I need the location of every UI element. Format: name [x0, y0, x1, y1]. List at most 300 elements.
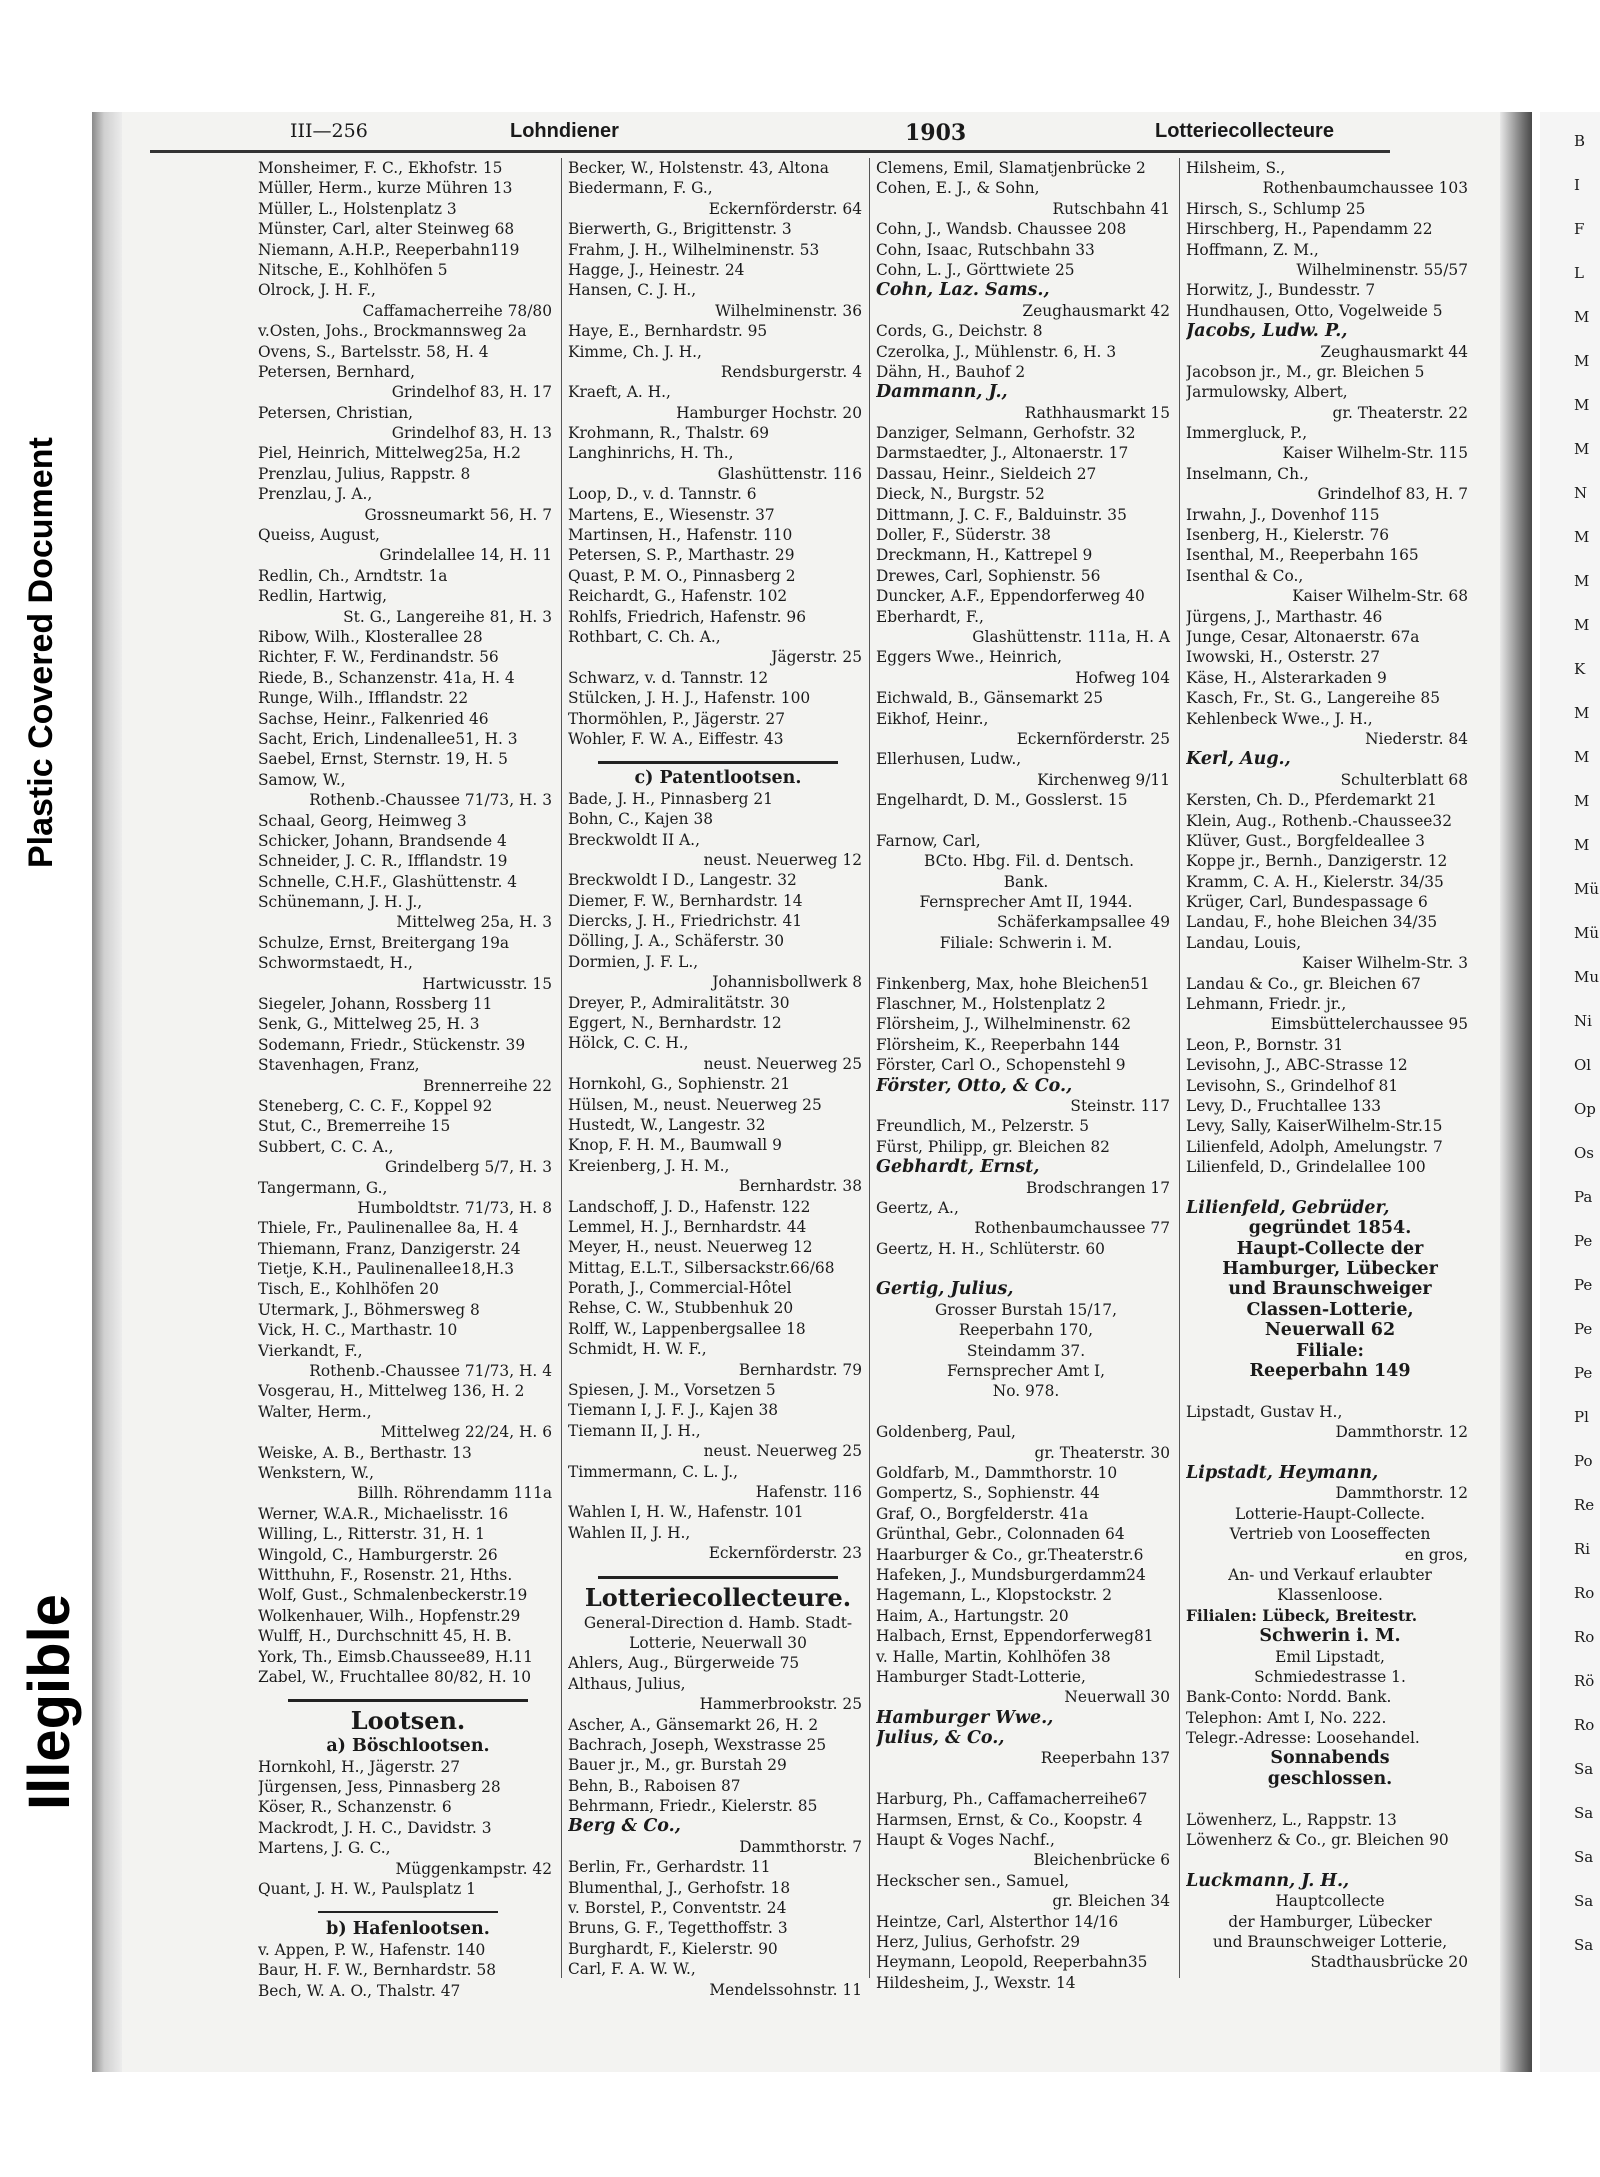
directory-entry-line: Bank-Conto: Nordd. Bank. — [1186, 1688, 1392, 1707]
directory-entry-line: Kaiser Wilhelm-Str. 68 — [1292, 587, 1468, 606]
directory-entry-line: Farnow, Carl, — [876, 831, 981, 850]
directory-entry-line: Drewes, Carl, Sophienstr. 56 — [876, 566, 1101, 585]
facing-page-fragment: Ol — [1574, 1056, 1592, 1074]
directory-entry-line: Wilhelminenstr. 55/57 — [1296, 260, 1468, 279]
directory-entry-line: Grindelhof 83, H. 13 — [391, 424, 552, 443]
directory-entry-line: Sodemann, Friedr., Stückenstr. 39 — [258, 1035, 526, 1054]
directory-entry-line: Hansen, C. J. H., — [568, 281, 697, 300]
directory-entry-line: Landau & Co., gr. Bleichen 67 — [1186, 974, 1421, 993]
directory-entry-line: Lipstadt, Gustav H., — [1186, 1402, 1343, 1421]
directory-entry-line: Rutschbahn 41 — [1052, 199, 1170, 218]
directory-entry-line: Rohlfs, Friedrich, Hafenstr. 96 — [568, 607, 807, 626]
directory-entry-line: Saebel, Ernst, Sternstr. 19, H. 5 — [258, 750, 508, 769]
directory-entry-line: Hauptcollecte — [1275, 1892, 1385, 1911]
directory-entry-line: Graf, O., Borgfelderstr. 41a — [876, 1504, 1089, 1523]
directory-entry-line: Klüver, Gust., Borgfeldeallee 3 — [1186, 831, 1425, 850]
directory-entry-line: Sachse, Heinr., Falkenried 46 — [258, 709, 489, 728]
section-rule — [288, 1689, 528, 1702]
directory-entry-line: Haupt & Voges Nachf., — [876, 1831, 1055, 1850]
directory-entry-line: Neuerwall 30 — [1064, 1688, 1170, 1707]
directory-entry-line: Spiesen, J. M., Vorsetzen 5 — [568, 1381, 776, 1400]
directory-entry-line: Grindelberg 5/7, H. 3 — [385, 1158, 552, 1177]
directory-entry-line: Rolff, W., Lappenbergsallee 18 — [568, 1319, 806, 1338]
facing-page-fragment: M — [1574, 836, 1590, 854]
directory-entry-line: Clemens, Emil, Slamatjenbrücke 2 — [876, 159, 1146, 177]
directory-entry-line: Finkenberg, Max, hohe Bleichen51 — [876, 974, 1150, 993]
directory-entry-line: Levisohn, S., Grindelhof 81 — [1186, 1076, 1399, 1095]
facing-page-fragment: M — [1574, 792, 1590, 810]
directory-entry-line: Kraeft, A. H., — [568, 383, 671, 402]
directory-entry-line: Levisohn, J., ABC-Strasse 12 — [1186, 1056, 1408, 1075]
page-number: III—256 — [290, 120, 368, 142]
directory-entry-line: Breckwoldt II A., — [568, 830, 700, 849]
facing-page-fragment: K — [1574, 660, 1586, 678]
directory-entry-line: Cohn, Isaac, Rutschbahn 33 — [876, 240, 1095, 259]
directory-entry-line: General-Direction d. Hamb. Stadt- — [583, 1613, 853, 1632]
section-heading: und Braunschweiger — [1228, 1279, 1432, 1300]
section-heading: Reeperbahn 149 — [1249, 1361, 1411, 1382]
directory-entry-line: Hamburger Stadt-Lotterie, — [876, 1667, 1086, 1686]
directory-entry-line: Riede, B., Schanzenstr. 41a, H. 4 — [258, 668, 515, 687]
section-heading: Classen-Lotterie, — [1246, 1299, 1414, 1320]
directory-entry-line: Hoffmann, Z. M., — [1186, 240, 1319, 259]
directory-entry-line: neust. Neuerweg 25 — [703, 1054, 862, 1073]
directory-entry-line: Bernhardstr. 38 — [738, 1177, 862, 1196]
directory-entry-line: Eggers Wwe., Heinrich, — [876, 648, 1063, 667]
facing-page-edge — [1540, 112, 1600, 2072]
directory-entry-line: Heintze, Carl, Alsterthor 14/16 — [876, 1912, 1119, 1931]
directory-entry-line: Steneberg, C. C. F., Koppel 92 — [258, 1096, 493, 1115]
facing-page-fragment: Os — [1574, 1144, 1594, 1162]
directory-entry-line: Immergluck, P., — [1186, 424, 1308, 443]
directory-entry-line: Flörsheim, K., Reeperbahn 144 — [876, 1035, 1120, 1054]
directory-entry-line: Cords, G., Deichstr. 8 — [876, 322, 1043, 341]
directory-entry-line: Zeughausmarkt 42 — [1022, 301, 1170, 320]
section-heading: Haupt-Collecte der — [1236, 1238, 1424, 1259]
directory-entry-line: Lipstadt, Heymann, — [1186, 1463, 1379, 1483]
directory-entry-line: Hülsen, M., neust. Neuerweg 25 — [568, 1095, 822, 1114]
directory-entry-line: Kaiser Wilhelm-Str. 3 — [1302, 954, 1468, 973]
directory-entry-line: Cohn, J., Wandsb. Chaussee 208 — [876, 220, 1127, 239]
directory-entry-line: Rathhausmarkt 15 — [1024, 403, 1170, 422]
column-4 — [1186, 158, 1474, 1973]
column-rule — [869, 158, 870, 1978]
directory-entry-line: Bech, W. A. O., Thalstr. 47 — [258, 1981, 461, 2000]
directory-entry-line: Vertrieb von Looseffecten — [1229, 1525, 1431, 1544]
directory-entry-line: Bade, J. H., Pinnasberg 21 — [568, 789, 773, 808]
facing-page-fragment: Pa — [1574, 1188, 1593, 1206]
directory-entry-line: Darmstaedter, J., Altonaerstr. 17 — [876, 444, 1129, 463]
directory-entry-line: Rendsburgerstr. 4 — [720, 362, 862, 381]
directory-entry-line: Dammthorstr. 12 — [1335, 1484, 1468, 1503]
directory-entry-line: Schmiedestrasse 1. — [1254, 1667, 1406, 1686]
directory-entry-line: Dammthorstr. 7 — [739, 1837, 862, 1856]
directory-entry-line: Vosgerau, H., Mittelweg 136, H. 2 — [258, 1382, 525, 1401]
directory-entry-line: Kerl, Aug., — [1186, 749, 1291, 770]
directory-entry-line: Mendelssohnstr. 11 — [709, 1980, 862, 1999]
directory-entry-line: Behn, B., Raboisen 87 — [568, 1776, 741, 1795]
directory-entry-line: en gros, — [1404, 1545, 1468, 1564]
directory-entry-line: v. Appen, P. W., Hafenstr. 140 — [258, 1940, 486, 1959]
directory-entry-line: Horwitz, J., Bundesstr. 7 — [1186, 281, 1376, 300]
directory-entry-line: Kersten, Ch. D., Pferdemarkt 21 — [1186, 791, 1437, 810]
illegible-label: Illegible — [17, 1594, 82, 1810]
directory-entry-line: Ahlers, Aug., Bürgerweide 75 — [568, 1654, 800, 1673]
directory-entry-line: Billh. Röhrendamm 111a — [357, 1484, 552, 1503]
facing-page-fragment: Rö — [1574, 1672, 1595, 1690]
directory-entry-line: Martinsen, H., Hafenstr. 110 — [568, 526, 793, 545]
directory-entry-line: Runge, Wilh., Ifflandstr. 22 — [258, 689, 469, 708]
directory-entry-line: Czerolka, J., Mühlenstr. 6, H. 3 — [876, 342, 1117, 361]
directory-entry-line: Hafenstr. 116 — [755, 1483, 862, 1501]
directory-entry-line: Petersen, Bernhard, — [258, 362, 416, 381]
directory-entry-line — [1186, 1178, 1474, 1198]
directory-entry-line: Diemer, F. W., Bernhardstr. 14 — [568, 891, 803, 910]
directory-entry-line: Wingold, C., Hamburgerstr. 26 — [258, 1545, 498, 1564]
column-1 — [258, 158, 558, 2001]
directory-entry-line: Landau, Louis, — [1186, 933, 1302, 952]
directory-entry-line: Prenzlau, J. A., — [258, 485, 373, 504]
directory-entry-line: Berlin, Fr., Gerhardstr. 11 — [568, 1858, 771, 1877]
directory-entry-line: Glashüttenstr. 116 — [717, 464, 862, 483]
facing-page-fragment: L — [1574, 264, 1584, 282]
directory-entry-line: Loop, D., v. d. Tannstr. 6 — [568, 485, 757, 504]
directory-entry-line: Dittmann, J. C. F., Balduinstr. 35 — [876, 505, 1127, 524]
directory-entry-line: Luckmann, J. H., — [1186, 1870, 1350, 1891]
directory-entry-line: Tangermann, G., — [258, 1178, 388, 1197]
directory-entry-line: Wenkstern, W., — [258, 1464, 375, 1482]
directory-entry-line: York, Th., Eimsb.Chaussee89, H.11 — [258, 1647, 533, 1666]
directory-entry-line: Schaal, Georg, Heimweg 3 — [258, 811, 467, 830]
directory-entry-line: Danziger, Selmann, Gerhofstr. 32 — [876, 424, 1136, 443]
directory-entry-line: Grindelallee 14, H. 11 — [379, 546, 552, 565]
directory-entry-line: Heymann, Leopold, Reeperbahn35 — [876, 1953, 1148, 1972]
section-rule — [318, 1901, 498, 1913]
directory-entry-line: Rothenb.-Chaussee 71/73, H. 3 — [309, 791, 552, 810]
directory-entry-line: Siegeler, Johann, Rossberg 11 — [258, 995, 493, 1014]
facing-page-fragment: M — [1574, 704, 1590, 722]
directory-entry-line: v.Osten, Johs., Brockmannsweg 2a — [258, 322, 527, 341]
directory-entry-line: Schulterblatt 68 — [1340, 770, 1468, 789]
directory-entry-line: Hofweg 104 — [1075, 668, 1170, 687]
facing-page-fragment: M — [1574, 528, 1590, 546]
directory-entry-line: Wolkenhauer, Wilh., Hopfenstr.29 — [258, 1606, 521, 1625]
directory-entry-line: Stavenhagen, Franz, — [258, 1056, 420, 1075]
binding-gutter — [1500, 112, 1532, 2072]
directory-entry-line: Schwormstaedt, H., — [258, 954, 413, 973]
directory-entry-line: Engelhardt, D. M., Gosslerst. 15 — [876, 791, 1128, 810]
directory-entry-line: Tisch, E., Kohlhöfen 20 — [258, 1280, 439, 1299]
directory-entry-line: Blumenthal, J., Gerhofstr. 18 — [568, 1878, 791, 1897]
directory-entry-line: Eikhof, Heinr., — [876, 709, 989, 728]
directory-entry-line: Krohmann, R., Thalstr. 69 — [568, 424, 770, 443]
facing-page-fragment: M — [1574, 352, 1590, 370]
directory-entry-line: Thormöhlen, P., Jägerstr. 27 — [568, 709, 785, 728]
directory-entry-line: Kirchenweg 9/11 — [1037, 770, 1170, 789]
directory-entry-line: Hagemann, L., Klopstockstr. 2 — [876, 1586, 1112, 1605]
directory-entry-line: Goldenberg, Paul, — [876, 1423, 1016, 1442]
directory-entry-line: Haim, A., Hartungstr. 20 — [876, 1606, 1069, 1625]
directory-entry-line: Cohn, L. J., Görttwiete 25 — [876, 260, 1075, 279]
directory-entry-line: Flaschner, M., Holstenplatz 2 — [876, 995, 1106, 1014]
directory-entry-line: Wilhelminenstr. 36 — [715, 301, 862, 320]
directory-entry-line: Althaus, Julius, — [568, 1674, 686, 1693]
directory-entry-line: Schneider, J. C. R., Ifflandstr. 19 — [258, 852, 508, 871]
directory-entry-line: Haarburger & Co., gr.Theaterstr.6 — [876, 1545, 1144, 1564]
directory-entry-line: Cohn, Laz. Sams., — [876, 280, 1050, 301]
directory-entry-line: Levy, D., Fruchtallee 133 — [1186, 1096, 1382, 1115]
directory-entry-line: v. Borstel, P., Conventstr. 24 — [568, 1899, 787, 1918]
directory-entry-line: Herz, Julius, Gerhofstr. 29 — [876, 1932, 1081, 1951]
facing-page-fragment: M — [1574, 616, 1590, 634]
directory-entry-line: Martens, E., Wiesenstr. 37 — [568, 505, 775, 524]
directory-entry-line: Stadthausbrücke 20 — [1310, 1953, 1468, 1972]
directory-entry-line: Mackrodt, J. H. C., Davidstr. 3 — [258, 1818, 492, 1837]
directory-entry-line: Brennerreihe 22 — [423, 1076, 552, 1095]
directory-entry-line: Tietje, K.H., Paulinenallee18,H.3 — [258, 1260, 514, 1279]
directory-entry-line: Wahlen I, H. W., Hafenstr. 101 — [568, 1503, 804, 1522]
directory-entry-line: Wahlen II, J. H., — [568, 1523, 691, 1542]
facing-page-fragment: Mu — [1574, 968, 1600, 986]
directory-entry-line: Lehmann, Friedr. jr., — [1186, 995, 1347, 1014]
column-3 — [876, 158, 1176, 1993]
directory-entry-line: Klassenloose. — [1277, 1586, 1383, 1605]
directory-entry-line: Walter, Herm., — [258, 1402, 372, 1421]
directory-entry-line: Eckernförderstr. 64 — [708, 199, 862, 218]
directory-entry-line: BCto. Hbg. Fil. d. Dentsch. — [924, 852, 1135, 871]
directory-entry-line: Dähn, H., Bauhof 2 — [876, 362, 1026, 381]
directory-entry-line: Hölck, C. C. H., — [568, 1034, 689, 1053]
directory-entry-line: Caffamacherreihe 78/80 — [362, 301, 552, 320]
directory-entry-line: Geertz, A., — [876, 1198, 959, 1217]
directory-entry-line: Leon, P., Bornstr. 31 — [1186, 1035, 1344, 1054]
facing-page-fragment: Sa — [1574, 1936, 1594, 1954]
directory-entry-line: Grindelhof 83, H. 7 — [1317, 485, 1468, 504]
directory-entry-line: Julius, & Co., — [876, 1728, 1005, 1749]
facing-page-fragment: Sa — [1574, 1892, 1594, 1910]
page-edge-shadow — [92, 112, 122, 2072]
directory-entry-line: Mittelweg 25a, H. 3 — [396, 913, 552, 932]
directory-entry-line: Reichardt, G., Hafenstr. 102 — [568, 587, 788, 606]
directory-entry-line: Krüger, Carl, Bundespassage 6 — [1186, 893, 1428, 912]
facing-page-fragment: M — [1574, 308, 1590, 326]
directory-entry-line: Eichwald, B., Gänsemarkt 25 — [876, 689, 1104, 708]
directory-entry-line: Kimme, Ch. J. H., — [568, 342, 702, 361]
directory-entry-line: Bruns, G. F., Tegetthoffstr. 3 — [568, 1919, 788, 1938]
directory-entry-line: Hornkohl, H., Jägerstr. 27 — [258, 1757, 461, 1776]
directory-entry-line: Samow, W., — [258, 770, 346, 789]
directory-entry-line: Schicker, Johann, Brandsende 4 — [258, 831, 507, 850]
directory-entry-line: Jacobson jr., M., gr. Bleichen 5 — [1186, 362, 1425, 381]
directory-entry-line: Tiemann II, J. H., — [568, 1421, 701, 1440]
directory-entry-line: Knop, F. H. M., Baumwall 9 — [568, 1136, 782, 1155]
directory-entry-line: gr. Theaterstr. 30 — [1034, 1443, 1170, 1462]
directory-entry-line: Kreienberg, J. H. M., — [568, 1156, 730, 1175]
directory-entry-line: Werner, W.A.R., Michaelisstr. 16 — [258, 1504, 509, 1523]
section-heading: Hamburger, Lübecker — [1222, 1259, 1438, 1280]
column-rule — [561, 158, 562, 1978]
directory-entry-line: Müggenkampstr. 42 — [395, 1859, 552, 1878]
directory-entry-line: v. Halle, Martin, Kohlhöfen 38 — [876, 1647, 1111, 1666]
directory-entry-line: Brodschrangen 17 — [1025, 1178, 1170, 1197]
directory-entry-line: Hustedt, W., Langestr. 32 — [568, 1115, 766, 1134]
directory-entry-line: gr. Bleichen 34 — [1052, 1892, 1170, 1911]
directory-entry-line: Schünemann, J. H. J., — [258, 893, 423, 912]
facing-page-fragment: N — [1574, 484, 1588, 502]
directory-entry-line: Dieck, N., Burgstr. 52 — [876, 485, 1045, 504]
directory-entry-line: neust. Neuerweg 25 — [703, 1442, 862, 1461]
facing-page-fragment: Pe — [1574, 1364, 1593, 1382]
facing-page-fragment: Ro — [1574, 1584, 1595, 1602]
directory-entry-line: Landau, F., hohe Bleichen 34/35 — [1186, 913, 1438, 932]
facing-page-fragment: Pe — [1574, 1276, 1593, 1294]
directory-entry-line: der Hamburger, Lübecker — [1228, 1912, 1432, 1931]
directory-entry-line: Grosser Burstah 15/17, — [935, 1300, 1117, 1319]
directory-entry-line: Junge, Cesar, Altonaerstr. 67a — [1186, 627, 1420, 646]
directory-entry-line: Kehlenbeck Wwe., J. H., — [1186, 709, 1373, 728]
directory-entry-line: Emil Lipstadt, — [1275, 1647, 1385, 1666]
directory-entry-line: Isenberg, H., Kielerstr. 76 — [1186, 526, 1390, 545]
directory-entry-line: St. G., Langereihe 81, H. 3 — [343, 607, 552, 626]
directory-entry-line: Behrmann, Friedr., Kielerstr. 85 — [568, 1797, 818, 1816]
directory-entry-line: Wulff, H., Durchschnitt 45, H. B. — [258, 1627, 512, 1646]
directory-entry-line: und Braunschweiger Lotterie, — [1212, 1932, 1448, 1951]
directory-entry-line: Hirsch, S., Schlump 25 — [1186, 199, 1366, 218]
directory-entry-line: Telegr.-Adresse: Loosehandel. — [1186, 1729, 1420, 1748]
directory-entry-line: Niemann, A.H.P., Reeperbahn119 — [258, 240, 520, 259]
directory-entry-line: Lemmel, H. J., Bernhardstr. 44 — [568, 1217, 807, 1236]
directory-entry-line: Fernsprecher Amt I, — [946, 1362, 1106, 1381]
directory-entry-line — [876, 953, 1176, 973]
directory-entry-line: Dammann, J., — [876, 382, 1008, 403]
facing-page-fragment: Pl — [1574, 1408, 1589, 1426]
directory-entry-line: Subbert, C. C. A., — [258, 1137, 394, 1156]
directory-entry-line — [876, 1259, 1176, 1279]
directory-entry-line: Dassau, Heinr., Sieldeich 27 — [876, 464, 1097, 483]
directory-entry-line: Ovens, S., Bartelsstr. 58, H. 4 — [258, 342, 489, 361]
section-heading: gegründet 1854. — [1248, 1218, 1412, 1239]
directory-entry-line: Grossneumarkt 56, H. 7 — [364, 505, 552, 524]
directory-entry-line: Meyer, H., neust. Neuerweg 12 — [568, 1238, 813, 1257]
directory-entry-line: Förster, Otto, & Co., — [876, 1075, 1073, 1096]
directory-entry-line: Richter, F. W., Ferdinandstr. 56 — [258, 648, 499, 667]
directory-entry-line: Humboldtstr. 71/73, H. 8 — [357, 1198, 552, 1217]
facing-page-fragment: Ro — [1574, 1628, 1595, 1646]
directory-entry-line: Hafeken, J., Mundsburgerdamm24 — [876, 1565, 1146, 1584]
directory-entry-line: Hagge, J., Heinestr. 24 — [568, 260, 745, 279]
directory-entry-line: Ellerhusen, Ludw., — [876, 750, 1022, 769]
directory-entry-line: Inselmann, Ch., — [1186, 464, 1309, 483]
directory-entry-line: Nitsche, E., Kohlhöfen 5 — [258, 260, 448, 279]
directory-entry-line: neust. Neuerweg 12 — [703, 850, 862, 869]
directory-entry-line: Eckernförderstr. 25 — [1016, 729, 1170, 748]
facing-page-fragment: Sa — [1574, 1760, 1594, 1778]
directory-entry-line: Filialen: Lübeck, Breitestr. — [1186, 1606, 1418, 1625]
directory-entry-line: Vick, H. C., Marthastr. 10 — [258, 1321, 458, 1340]
directory-entry-line: Förster, Carl O., Schopenstehl 9 — [876, 1056, 1126, 1075]
directory-entry-line: Wolf, Gust., Schmalenbeckerstr.19 — [258, 1586, 528, 1605]
directory-entry-line: Rothenbaumchaussee 77 — [974, 1219, 1170, 1238]
directory-entry-line: Eckernförderstr. 23 — [708, 1544, 862, 1563]
directory-entry-line: gr. Theaterstr. 22 — [1332, 403, 1468, 422]
facing-page-fragment: Sa — [1574, 1804, 1594, 1822]
column-rule — [1179, 158, 1180, 1978]
directory-entry-line: Flörsheim, J., Wilhelminenstr. 62 — [876, 1015, 1131, 1034]
directory-entry-line: Rothenb.-Chaussee 71/73, H. 4 — [309, 1362, 552, 1381]
header-year: 1903 — [905, 120, 967, 146]
section-heading: Neuerwall 62 — [1264, 1320, 1396, 1341]
directory-entry-line: Weiske, A. B., Berthastr. 13 — [258, 1443, 472, 1462]
directory-entry-line: Duncker, A.F., Eppendorferweg 40 — [876, 587, 1145, 606]
header-left-keyword: Lohndiener — [510, 120, 619, 142]
directory-entry-line: Frahm, J. H., Wilhelminenstr. 53 — [568, 240, 820, 259]
directory-entry-line: Doller, F., Süderstr. 38 — [876, 526, 1051, 545]
directory-entry-line: Langhinrichs, H. Th., — [568, 444, 734, 463]
directory-entry-line: Carl, F. A. W. W., — [568, 1960, 696, 1979]
directory-entry-line: Becker, W., Holstenstr. 43, Altona — [568, 159, 829, 177]
section-rule — [598, 1566, 838, 1579]
directory-entry-line: Gebhardt, Ernst, — [876, 1157, 1040, 1178]
directory-entry-line: Jarmulowsky, Albert, — [1186, 383, 1348, 402]
directory-entry-line: Reeperbahn 137 — [1040, 1749, 1170, 1768]
directory-entry-line: Rothenbaumchaussee 103 — [1262, 179, 1468, 198]
directory-entry-line: Eberhardt, F., — [876, 607, 984, 626]
facing-page-fragment: Ni — [1574, 1012, 1592, 1030]
facing-page-fragment: M — [1574, 440, 1590, 458]
directory-entry-line: Queiss, August, — [258, 526, 380, 545]
directory-entry-line: Quast, P. M. O., Pinnasberg 2 — [568, 566, 796, 585]
running-header — [150, 118, 1390, 153]
section-heading: Sonnabends — [1270, 1748, 1390, 1769]
directory-entry-line: Dammthorstr. 12 — [1335, 1423, 1468, 1442]
directory-entry-line: Müller, L., Holstenplatz 3 — [258, 199, 457, 218]
directory-entry-line: Niederstr. 84 — [1365, 729, 1468, 748]
directory-entry-line: Levy, Sally, KaiserWilhelm-Str.15 — [1186, 1117, 1443, 1136]
directory-entry-line: Jägerstr. 25 — [771, 648, 862, 667]
directory-entry-line: Iwowski, H., Osterstr. 27 — [1186, 648, 1381, 667]
directory-entry-line: Landschoff, J. D., Hafenstr. 122 — [568, 1197, 811, 1216]
directory-entry-line: Bernhardstr. 79 — [738, 1360, 862, 1379]
directory-entry-line: Biedermann, F. G., — [568, 179, 713, 198]
directory-entry-line: Lilienfeld, D., Grindelallee 100 — [1186, 1158, 1426, 1177]
directory-entry-line: Ascher, A., Gänsemarkt 26, H. 2 — [568, 1715, 819, 1734]
directory-entry-line: Harburg, Ph., Caffamacherreihe67 — [876, 1790, 1148, 1809]
facing-page-fragment: I — [1574, 176, 1580, 194]
directory-entry-line: Grünthal, Gebr., Colonnaden 64 — [876, 1525, 1125, 1544]
facing-page-fragment: F — [1574, 220, 1585, 238]
facing-page-fragment: M — [1574, 396, 1590, 414]
directory-entry-line: Jürgens, J., Marthastr. 46 — [1186, 607, 1383, 626]
directory-entry-line: Baur, H. F. W., Bernhardstr. 58 — [258, 1961, 497, 1980]
directory-entry-line: Utermark, J., Böhmersweg 8 — [258, 1300, 480, 1319]
facing-page-fragment: Ro — [1574, 1716, 1595, 1734]
directory-entry-line: Bank. — [1003, 872, 1049, 891]
directory-entry-line: Hammerbrookstr. 25 — [699, 1695, 862, 1714]
directory-entry-line — [876, 811, 1176, 831]
directory-entry-line: Isenthal & Co., — [1186, 566, 1304, 585]
directory-entry-line: Sacht, Erich, Lindenallee51, H. 3 — [258, 729, 518, 748]
directory-entry-line: An- und Verkauf erlaubter — [1228, 1565, 1432, 1584]
directory-entry-line: Freundlich, M., Pelzerstr. 5 — [876, 1117, 1090, 1136]
directory-entry-line: Thiemann, Franz, Danzigerstr. 24 — [258, 1239, 521, 1258]
directory-entry-line: Irwahn, J., Dovenhof 115 — [1186, 505, 1380, 524]
directory-entry-line: Kramm, C. A. H., Kielerstr. 34/35 — [1186, 872, 1444, 891]
directory-entry-line — [1186, 1381, 1474, 1401]
facing-page-fragment: Pe — [1574, 1320, 1593, 1338]
plastic-covered-label: Plastic Covered Document — [22, 437, 60, 868]
directory-entry-line: Jürgensen, Jess, Pinnasberg 28 — [258, 1778, 501, 1797]
section-rule — [598, 751, 838, 764]
